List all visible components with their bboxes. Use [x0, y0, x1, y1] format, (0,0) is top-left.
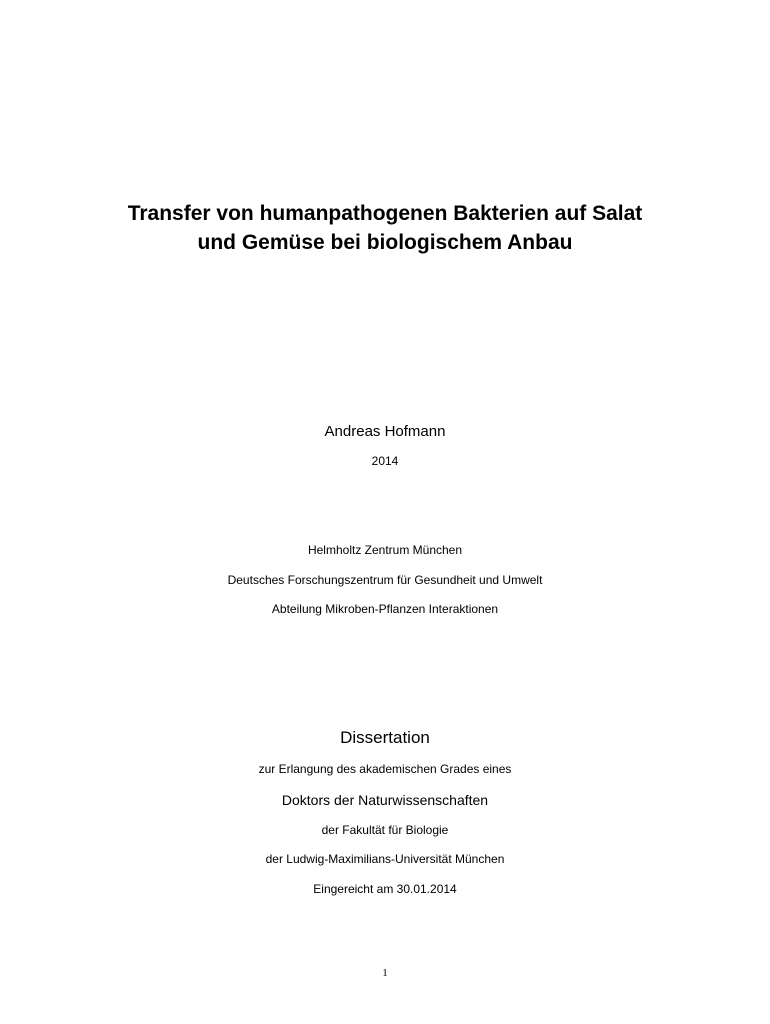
department-name: Abteilung Mikroben-Pflanzen Interaktionen — [271, 602, 499, 616]
title-line-1: Transfer von humanpathogenen Bakterien auf Salat — [127, 202, 643, 225]
dissertation-purpose: zur Erlangung des akademischen Grades eines — [258, 762, 512, 776]
publication-year: 2014 — [371, 454, 399, 468]
submission-date: Eingereicht am 30.01.2014 — [313, 882, 457, 896]
dissertation-label: Dissertation — [340, 728, 430, 747]
institution-subtitle: Deutsches Forschungszentrum für Gesundheit und Umwelt — [227, 573, 543, 587]
author-name: Andreas Hofmann — [324, 423, 446, 440]
institution-name: Helmholtz Zentrum München — [307, 543, 463, 557]
page-number: 1 — [382, 967, 388, 979]
title-line-2: und Gemüse bei biologischem Anbau — [197, 231, 573, 254]
dissertation-faculty: der Fakultät für Biologie — [321, 823, 449, 837]
dissertation-university: der Ludwig-Maximilians-Universität München — [265, 852, 505, 866]
dissertation-degree: Doktors der Naturwissenschaften — [281, 792, 489, 808]
